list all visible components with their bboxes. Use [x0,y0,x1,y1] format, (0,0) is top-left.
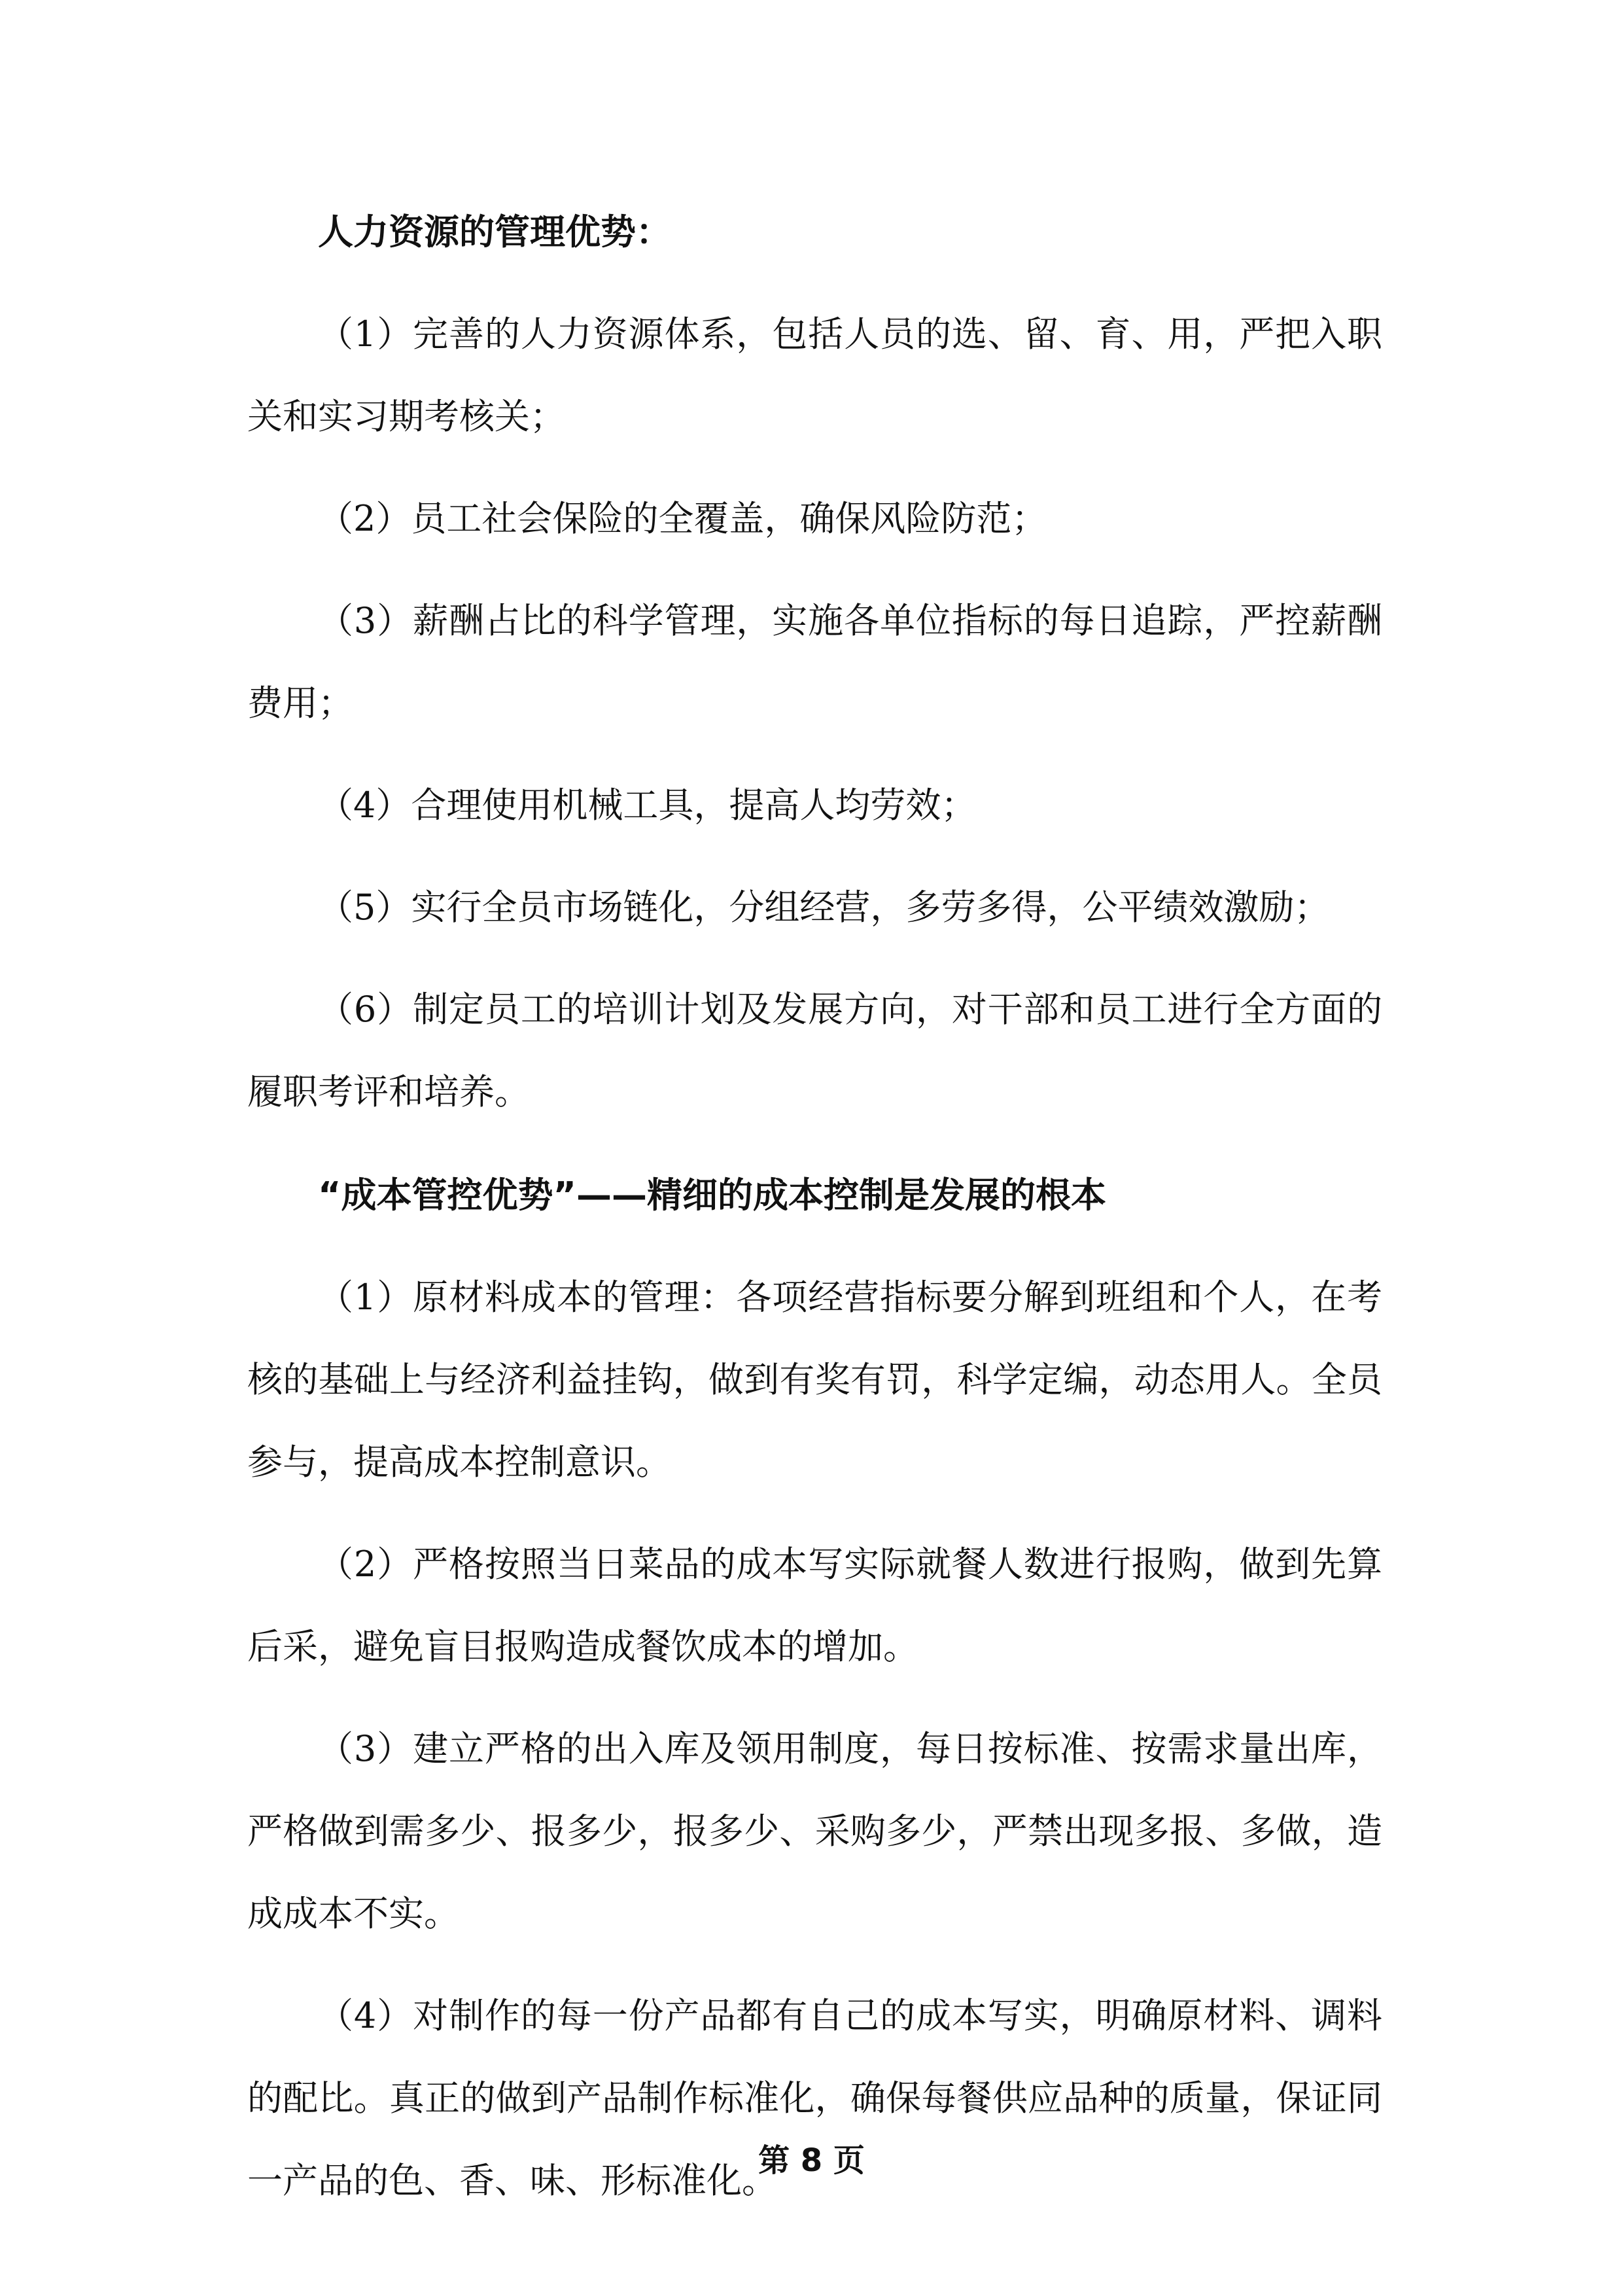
list-item: （1）原材料成本的管理：各项经营指标要分解到班组和个人，在考核的基础上与经济利益挂钩，做到有奖有罚，科学定编，动态用人。全员参与，提高成本控制意识。 [247,1277,1382,1483]
list-item: （5）实行全员市场链化，分组经营，多劳多得，公平绩效激励； [318,887,1330,928]
list-item: （6）制定员工的培训计划及发展方向，对干部和员工进行全方面的履职考评和培养。 [247,989,1382,1112]
list-item: （2）严格按照当日菜品的成本写实际就餐人数进行报购，做到先算后采，避免盲目报购造成餐饮成本的增加。 [247,1544,1382,1667]
page-content [247,190,1382,2242]
section-heading-cost: “成本管控优势”——精细的成本控制是发展的根本 [318,1174,1106,1216]
list-item: （4）对制作的每一份产品都有自己的成本写实，明确原材料、调料的配比。真正的做到产品制作标准化，确保每餐供应品种的质量，保证同一产品的色、香、味、形标准化。 [247,1995,1382,2201]
list-item: （3）建立严格的出入库及领用制度，每日按标准、按需求量出库，严格做到需多少、报多少，报多少、采购多少，严禁出现多报、多做，造成成本不实。 [247,1728,1382,1934]
list-item: （2）员工社会保险的全覆盖，确保风险防范； [318,498,1047,539]
list-item: （4）合理使用机械工具，提高人均劳效； [318,785,977,826]
list-item: （1）完善的人力资源体系，包括人员的选、留、育、用，严把入职关和实习期考核关； [247,313,1382,437]
page-number: 第 8 页 [758,2142,865,2179]
section-heading-hr: 人力资源的管理优势： [318,211,671,253]
list-item: （3）薪酬占比的科学管理，实施各单位指标的每日追踪，严控薪酬费用； [247,600,1382,724]
